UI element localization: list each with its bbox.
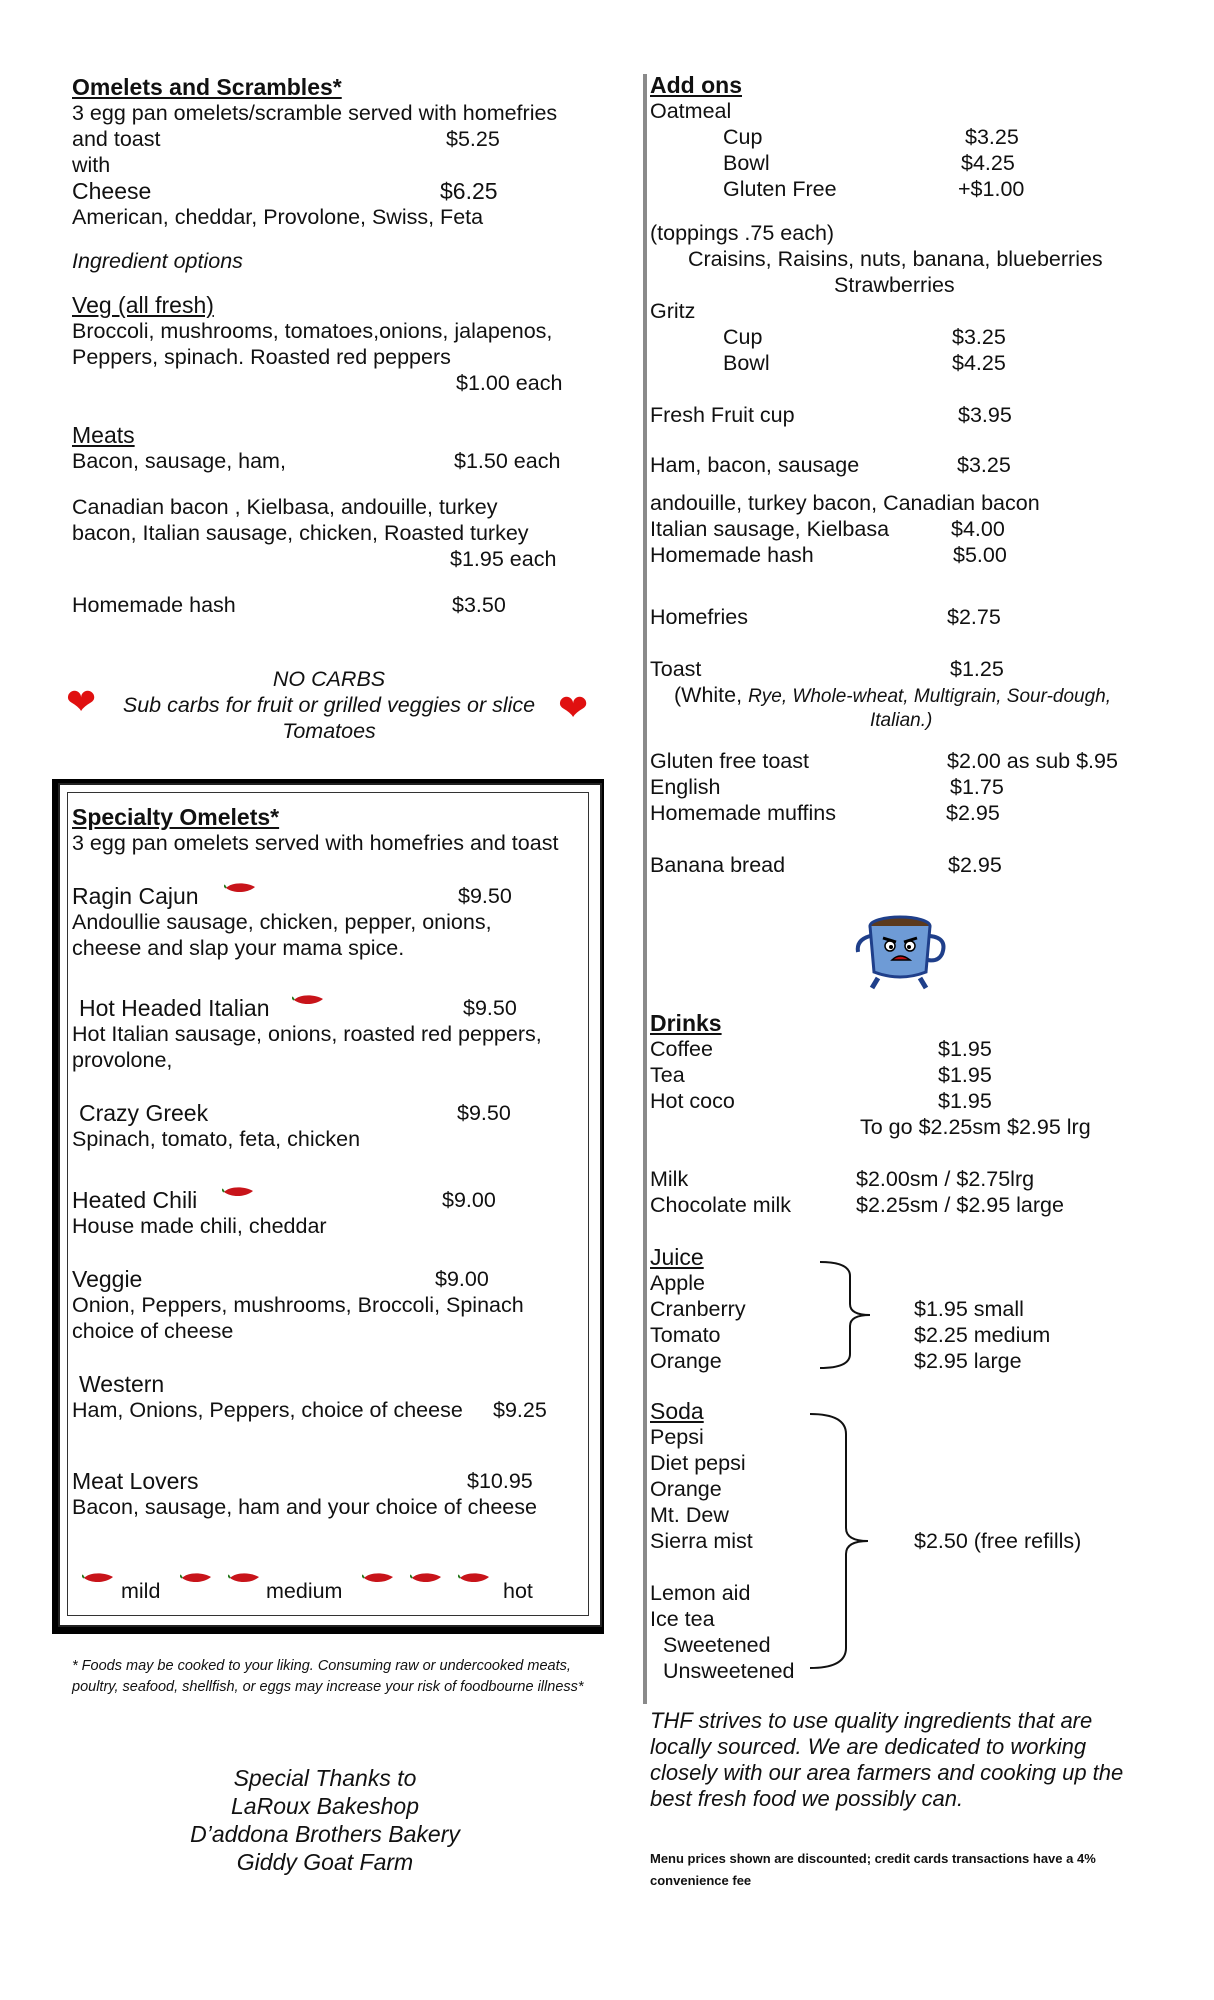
tea-price: $1.95 <box>938 1063 992 1087</box>
chili-pepper-icon <box>292 992 326 1008</box>
item-price: $9.50 <box>463 996 517 1020</box>
juice-brace <box>816 1258 888 1372</box>
to-go-prices: To go $2.25sm $2.95 lrg <box>860 1115 1091 1139</box>
item-name: Veggie <box>72 1266 143 1292</box>
angry-mug-icon <box>852 908 952 992</box>
specialty-title: Specialty Omelets* <box>72 804 280 830</box>
tea: Tea <box>650 1063 685 1087</box>
item-price: $9.25 <box>493 1398 547 1422</box>
english-muffin: English <box>650 775 721 799</box>
item-desc: House made chili, cheddar <box>72 1214 327 1238</box>
fruit-cup-price: $3.95 <box>958 403 1012 427</box>
no-carbs-line2: Sub carbs for fruit or grilled veggies or slice <box>122 693 536 717</box>
item-name: Western <box>79 1371 165 1397</box>
heart-icon: ❤ <box>558 687 589 728</box>
chili-pepper-icon <box>82 1570 116 1586</box>
thf-statement-line4: best fresh food we possibly can. <box>650 1786 964 1811</box>
omelets-and-toast: and toast <box>72 127 161 151</box>
item-price: $10.95 <box>467 1469 533 1493</box>
item-price: $9.00 <box>442 1188 496 1212</box>
homemade-muffins: Homemade muffins <box>650 801 837 825</box>
toppings-list2: Strawberries <box>834 273 955 297</box>
veg-title: Veg (all fresh) <box>72 292 214 318</box>
omelets-with: with <box>72 153 111 177</box>
toast-types-white: (White, <box>674 683 749 707</box>
veg-line2: Peppers, spinach. Roasted red peppers <box>72 345 451 369</box>
juice-item: Orange <box>650 1349 722 1373</box>
gritz-cup: Cup <box>723 325 763 349</box>
addon-meats: Ham, bacon, sausage <box>650 453 860 477</box>
gf-toast: Gluten free toast <box>650 749 809 773</box>
hot-coco-price: $1.95 <box>938 1089 992 1113</box>
juice-item: Tomato <box>650 1323 721 1347</box>
ice-tea: Ice tea <box>650 1607 715 1631</box>
hot-coco: Hot coco <box>650 1089 735 1113</box>
gritz-bowl-price: $4.25 <box>952 351 1006 375</box>
chili-pepper-icon <box>362 1570 396 1586</box>
toast: Toast <box>650 657 702 681</box>
hash-price: $3.50 <box>452 593 506 617</box>
soda-item: Orange <box>650 1477 722 1501</box>
chili-pepper-icon <box>458 1570 492 1586</box>
omelets-desc: 3 egg pan omelets/scramble served with homefries <box>72 101 558 125</box>
item-price: $9.00 <box>435 1267 489 1291</box>
gf-toast-price: $2.00 as sub $.95 <box>947 749 1118 773</box>
item-name: Hot Headed Italian <box>79 995 270 1021</box>
gritz-label: Gritz <box>650 299 696 323</box>
toast-types-rest: Rye, Whole-wheat, Multigrain, Sour-dough, <box>748 686 1112 707</box>
item-name: Crazy Greek <box>79 1100 209 1126</box>
juice-title: Juice <box>650 1244 704 1270</box>
chili-pepper-icon <box>228 1570 262 1586</box>
meats-line3: bacon, Italian sausage, chicken, Roasted turkey <box>72 521 529 545</box>
omelets-title: Omelets and Scrambles* <box>72 74 342 100</box>
thanks-line2: LaRoux Bakeshop <box>231 1793 419 1819</box>
chocolate-milk-price: $2.25sm / $2.95 large <box>856 1193 1064 1217</box>
gritz-cup-price: $3.25 <box>952 325 1006 349</box>
chili-pepper-icon <box>222 1184 256 1200</box>
ice-tea-unsweetened: Unsweetened <box>663 1659 795 1683</box>
soda-title: Soda <box>650 1398 704 1424</box>
addons-title: Add ons <box>650 72 742 98</box>
meats-price1: $1.50 each <box>454 449 561 473</box>
addon-meats2-line2: Italian sausage, Kielbasa <box>650 517 890 541</box>
fee-notice-line1: Menu prices shown are discounted; credit cards transactions have a 4% <box>650 1851 1096 1866</box>
item-name: Ragin Cajun <box>72 883 199 909</box>
soda-item: Sierra mist <box>650 1529 753 1553</box>
item-price: $9.50 <box>458 884 512 908</box>
thf-statement-line2: locally sourced. We are dedicated to working <box>650 1734 1087 1759</box>
chili-pepper-icon <box>180 1570 214 1586</box>
toppings-label: (toppings .75 each) <box>650 221 835 245</box>
veg-line1: Broccoli, mushrooms, tomatoes,onions, jalapenos, <box>72 319 553 343</box>
legend-hot: hot <box>503 1579 533 1603</box>
thanks-line3: D’addona Brothers Bakery <box>190 1821 460 1847</box>
oatmeal-label: Oatmeal <box>650 99 732 123</box>
hash-label: Homemade hash <box>72 593 236 617</box>
item-desc: cheese and slap your mama spice. <box>72 936 405 960</box>
toast-price: $1.25 <box>950 657 1004 681</box>
addon-meats2-line1: andouille, turkey bacon, Canadian bacon <box>650 491 1040 515</box>
drinks-title: Drinks <box>650 1010 722 1036</box>
meats-price2: $1.95 each <box>450 547 557 571</box>
cheese-price: $6.25 <box>440 178 498 204</box>
item-name: Meat Lovers <box>72 1468 199 1494</box>
milk-price: $2.00sm / $2.75lrg <box>856 1167 1035 1191</box>
oatmeal-gluten-free-price: +$1.00 <box>958 177 1025 201</box>
coffee-price: $1.95 <box>938 1037 992 1061</box>
soda-item: Pepsi <box>650 1425 704 1449</box>
soda-item: Diet pepsi <box>650 1451 746 1475</box>
fruit-cup: Fresh Fruit cup <box>650 403 795 427</box>
english-muffin-price: $1.75 <box>950 775 1004 799</box>
meats-line2: Canadian bacon , Kielbasa, andouille, turkey <box>72 495 498 519</box>
addon-meats2-price: $4.00 <box>951 517 1005 541</box>
no-carbs-title: NO CARBS <box>272 667 386 691</box>
food-disclaimer: * Foods may be cooked to your liking. Consuming raw or undercooked meats, poultry, seafood, shellfish, or eggs may increase your risk of foodbourne illness* <box>72 1658 584 1695</box>
no-carbs-line3: Tomatoes <box>282 719 376 743</box>
toast-types-italian: Italian.) <box>870 710 933 731</box>
heart-icon: ❤ <box>66 681 97 722</box>
toast-types <box>674 682 1111 710</box>
thanks-line4: Giddy Goat Farm <box>236 1849 414 1875</box>
item-name: Heated Chili <box>72 1187 198 1213</box>
homemade-muffins-price: $2.95 <box>946 801 1000 825</box>
juice-price-medium: $2.25 medium <box>914 1323 1051 1347</box>
gritz-bowl: Bowl <box>723 351 770 375</box>
chocolate-milk: Chocolate milk <box>650 1193 791 1217</box>
oatmeal-gluten-free: Gluten Free <box>723 177 837 201</box>
cheese-types: American, cheddar, Provolone, Swiss, Feta <box>72 205 484 229</box>
thf-statement-line3: closely with our area farmers and cooking up the <box>650 1760 1124 1785</box>
veg-price: $1.00 each <box>456 371 563 395</box>
chili-pepper-icon <box>410 1570 444 1586</box>
legend-mild: mild <box>121 1579 161 1603</box>
coffee: Coffee <box>650 1037 713 1061</box>
addon-hash-price: $5.00 <box>953 543 1007 567</box>
meats-line1: Bacon, sausage, ham, <box>72 449 286 473</box>
homefries: Homefries <box>650 605 748 629</box>
juice-price-small: $1.95 small <box>914 1297 1024 1321</box>
ingredient-options: Ingredient options <box>72 249 243 273</box>
item-desc: provolone, <box>72 1048 173 1072</box>
banana-bread-price: $2.95 <box>948 853 1002 877</box>
oatmeal-bowl-price: $4.25 <box>961 151 1015 175</box>
item-desc: Spinach, tomato, feta, chicken <box>72 1127 361 1151</box>
juice-price-large: $2.95 large <box>914 1349 1022 1373</box>
juice-item: Apple <box>650 1271 705 1295</box>
thf-statement-line1: THF strives to use quality ingredients that are <box>650 1708 1093 1733</box>
soda-item: Mt. Dew <box>650 1503 729 1527</box>
item-desc: Bacon, sausage, ham and your choice of cheese <box>72 1495 537 1519</box>
oatmeal-bowl: Bowl <box>723 151 770 175</box>
item-desc: Hot Italian sausage, onions, roasted red peppers, <box>72 1022 542 1046</box>
item-price: $9.50 <box>457 1101 511 1125</box>
item-desc: choice of cheese <box>72 1319 234 1343</box>
soda-brace <box>806 1410 886 1672</box>
addon-meats-price: $3.25 <box>957 453 1011 477</box>
soda-price: $2.50 (free refills) <box>914 1529 1082 1553</box>
specialty-desc: 3 egg pan omelets served with homefries and toast <box>72 831 559 855</box>
oatmeal-cup-price: $3.25 <box>965 125 1019 149</box>
column-divider <box>643 74 647 1704</box>
fee-notice-line2: convenience fee <box>650 1873 752 1888</box>
item-desc: Andoullie sausage, chicken, pepper, onions, <box>72 910 492 934</box>
item-desc: Onion, Peppers, mushrooms, Broccoli, Spinach <box>72 1293 524 1317</box>
juice-item: Cranberry <box>650 1297 746 1321</box>
milk: Milk <box>650 1167 689 1191</box>
chili-pepper-icon <box>224 880 258 896</box>
thanks-line1: Special Thanks to <box>233 1765 417 1791</box>
addon-hash: Homemade hash <box>650 543 814 567</box>
homefries-price: $2.75 <box>947 605 1001 629</box>
meats-title: Meats <box>72 422 135 448</box>
ice-tea-sweetened: Sweetened <box>663 1633 771 1657</box>
oatmeal-cup: Cup <box>723 125 763 149</box>
omelets-price: $5.25 <box>446 127 500 151</box>
item-desc: Ham, Onions, Peppers, choice of cheese <box>72 1398 463 1422</box>
toppings-list1: Craisins, Raisins, nuts, banana, blueberries <box>688 247 1103 271</box>
cheese-label: Cheese <box>72 178 152 204</box>
banana-bread: Banana bread <box>650 853 786 877</box>
legend-medium: medium <box>266 1579 343 1603</box>
lemon-aid: Lemon aid <box>650 1581 751 1605</box>
